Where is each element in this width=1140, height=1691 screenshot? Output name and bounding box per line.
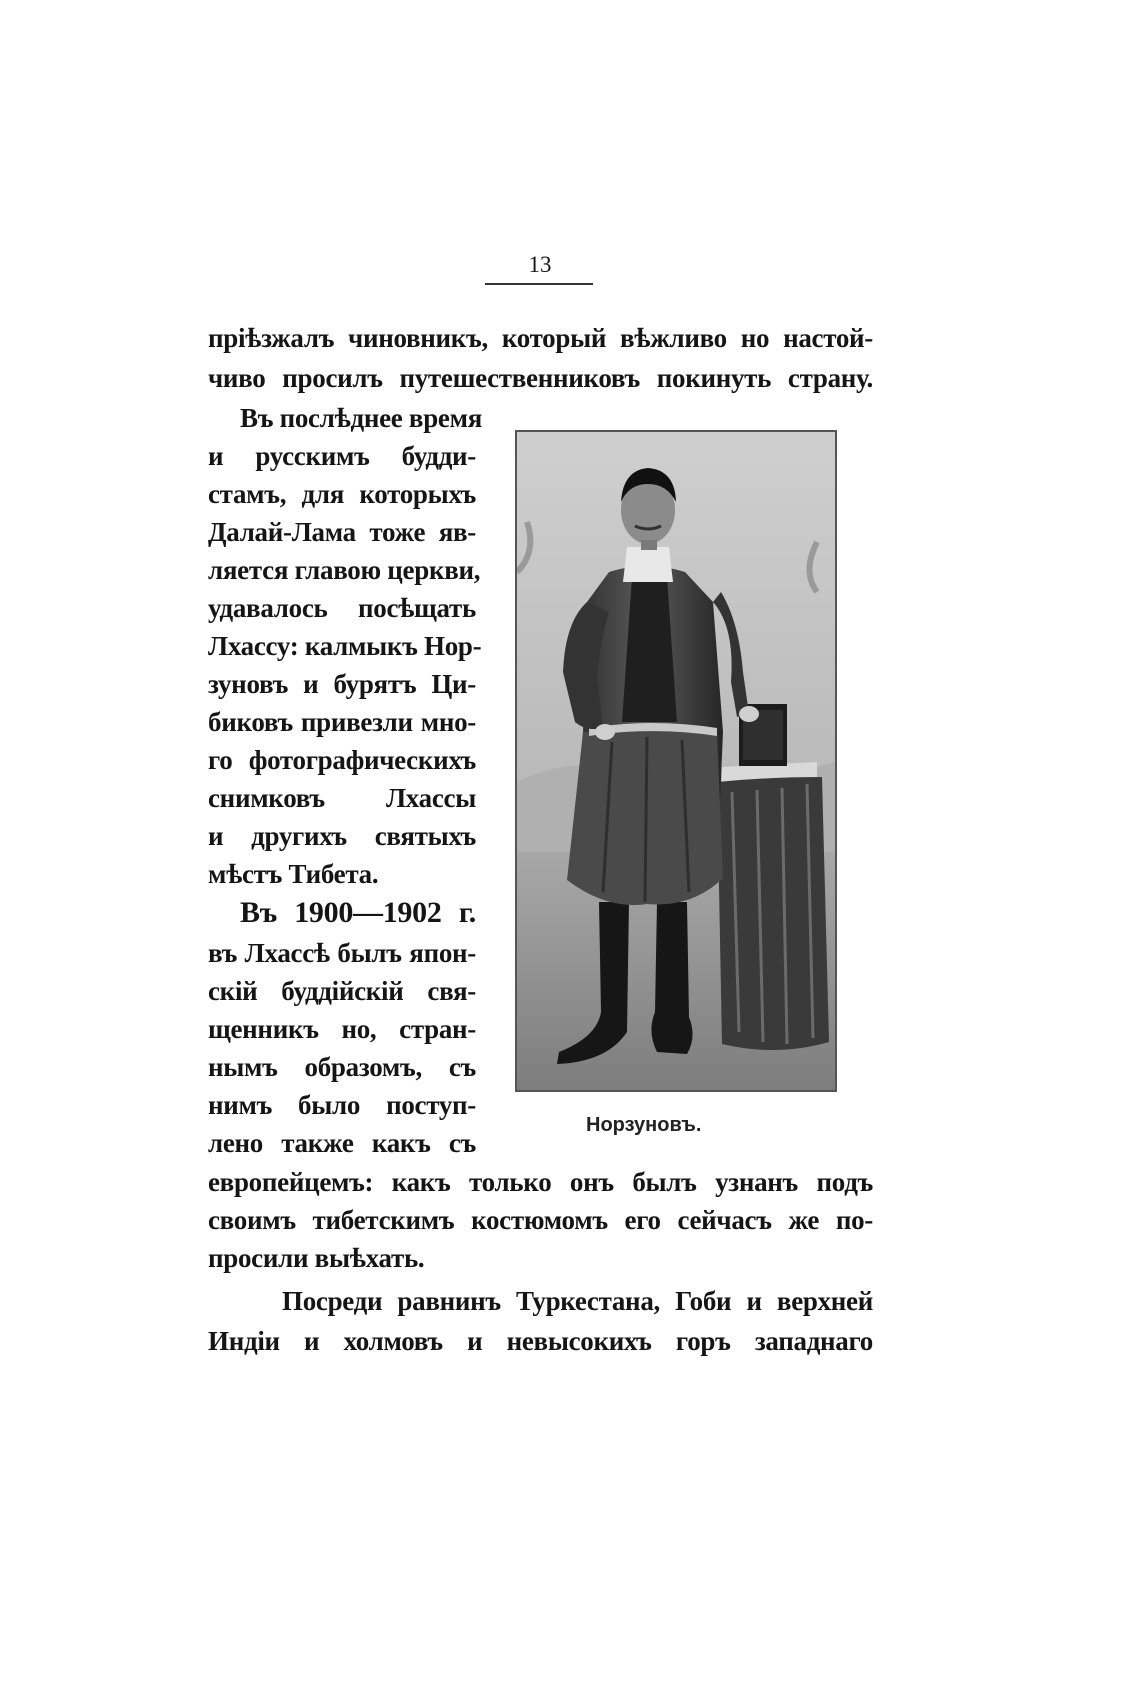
text-line-bottom-1: европейцемъ: какъ только онъ былъ узнанъ подъ	[208, 1167, 873, 1197]
text-line-top-2: чиво просилъ путешественниковъ покинуть страну.	[208, 363, 873, 393]
text-line-bottom-5: Индіи и холмовъ и невысокихъ горъ западнаго	[208, 1326, 873, 1356]
text-line-side-4: Далай-Лама тоже яв-	[208, 517, 476, 547]
text-line-bottom-2: своимъ тибетскимъ костюмомъ его сейчасъ же по-	[208, 1205, 873, 1235]
text-line-bottom-4: Посреди равнинъ Туркестана, Гоби и верхней	[282, 1286, 873, 1316]
portrait-photograph	[515, 430, 837, 1092]
text-line-side-2: и русскимъ будди-	[208, 441, 476, 471]
text-line-side-15: въ Лхассѣ былъ япон-	[208, 938, 476, 968]
text-line-side-5: ляется главою церкви,	[208, 555, 481, 585]
text-line-side-1: Въ послѣднее время	[240, 403, 483, 433]
text-line-side-20: лено также какъ съ	[208, 1128, 476, 1158]
text-line-side-10: го фотографическихъ	[208, 745, 476, 775]
page-number: 13	[528, 252, 552, 277]
text-line-side-17: щенникъ но, стран-	[208, 1014, 476, 1044]
text-line-side-3: стамъ, для которыхъ	[208, 479, 476, 509]
text-line-side-8: зуновъ и бурятъ Ци-	[208, 669, 476, 699]
text-line-side-9: биковъ привезли мно-	[208, 707, 476, 737]
text-line-side-12: и другихъ святыхъ	[208, 821, 476, 851]
figure-caption: Норзуновъ.	[586, 1114, 702, 1136]
text-line-bottom-3: просили выѣхать.	[208, 1243, 425, 1273]
text-line-side-14: Въ 1900—1902 г.	[240, 896, 476, 929]
text-line-side-19: нимъ было поступ-	[208, 1090, 476, 1120]
portrait-illustration	[517, 432, 835, 1090]
text-line-side-13: мѣстъ Тибета.	[208, 859, 379, 889]
text-line-side-18: нымъ образомъ, съ	[208, 1052, 476, 1082]
text-line-side-11: снимковъ Лхассы	[208, 783, 476, 813]
text-line-side-6: удавалось посѣщать	[208, 593, 476, 623]
text-line-top-1: пріѣзжалъ чиновникъ, который вѣжливо но настой-	[208, 323, 873, 353]
page-number-rule	[485, 283, 593, 285]
text-line-side-7: Лхассу: калмыкъ Нор-	[208, 631, 482, 661]
text-line-side-16: скій буддійскій свя-	[208, 976, 476, 1006]
